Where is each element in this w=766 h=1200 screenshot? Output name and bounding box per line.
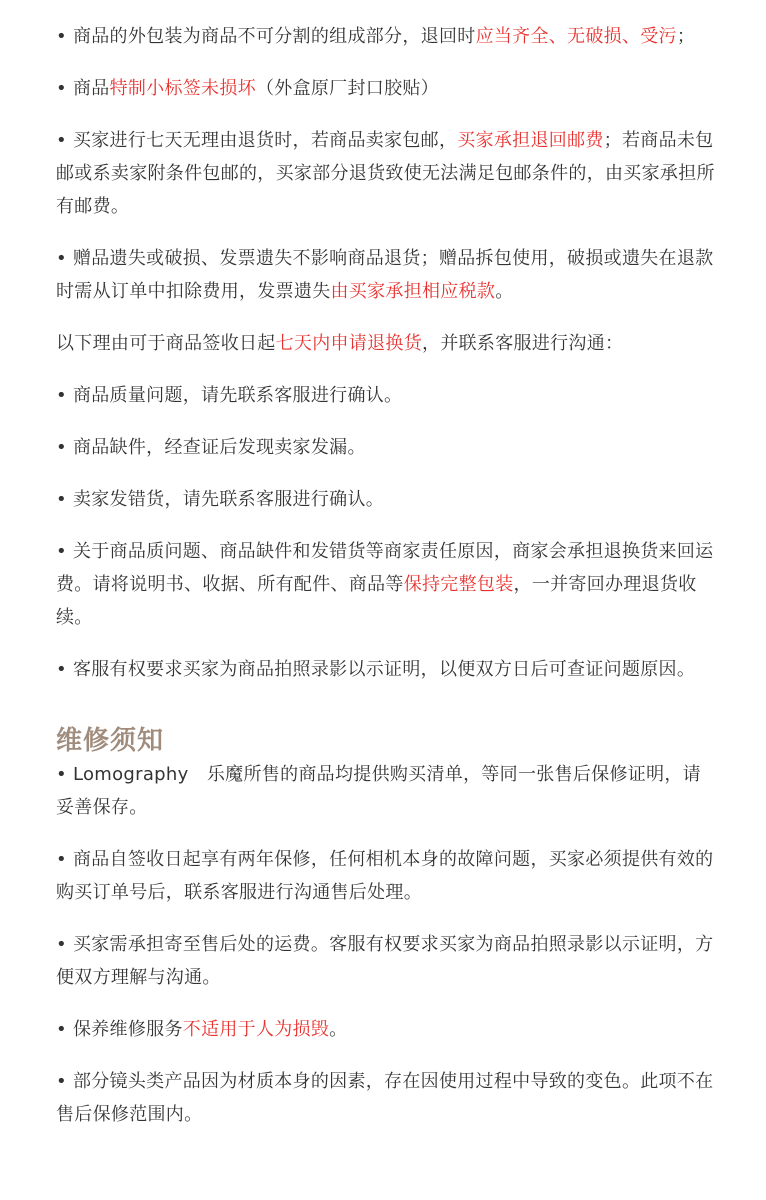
bullet: •	[56, 248, 67, 269]
repair-item-receipt	[56, 758, 716, 824]
text: 保养维修服务	[72, 1019, 183, 1040]
text: 赠品遗失或破损、发票遗失不影响商品退货；赠品拆包使用，破损或遗失在退款时需从订单中扣除费用，发票遗失	[56, 248, 714, 302]
text: 客服有权要求买家为商品拍照录影以示证明，以便双方日后可查证问题原因。	[72, 659, 696, 680]
text: 关于商品质问题、商品缺件和发错货等商家责任原因，商家会承担退换货来回运费。请将说明书、收据、所有配件、商品等	[56, 541, 714, 595]
text: ，一并寄回办理退货收续。	[56, 574, 697, 628]
exchange-item-evidence	[56, 653, 716, 686]
repair-item-damage	[56, 1013, 716, 1046]
text: 卖家发错货，请先联系客服进行确认。	[72, 489, 385, 510]
bullet: •	[56, 764, 67, 785]
highlight-text: 由买家承担相应税款	[330, 281, 496, 302]
bullet: •	[56, 1019, 67, 1040]
exchange-item-wrong	[56, 483, 716, 516]
bullet: •	[56, 1071, 67, 1092]
repair-item-freight	[56, 928, 716, 994]
text: （外盒原厂封口胶贴）	[255, 78, 439, 99]
text: 。	[495, 281, 514, 302]
text: 商品	[72, 78, 110, 99]
bullet: •	[56, 659, 67, 680]
exchange-item-quality	[56, 379, 716, 412]
text: 部分镜头类产品因为材质本身的因素，存在因使用过程中导致的变色。此项不在售后保修范围内。	[56, 1071, 714, 1125]
text: Lomography 乐魔所售的商品均提供购买清单，等同一张售后保修证明，请妥善保存。	[56, 764, 701, 818]
bullet: •	[56, 437, 67, 458]
repair-item-warranty	[56, 843, 716, 909]
text: 商品自签收日起享有两年保修，任何相机本身的故障问题，买家必须提供有效的购买订单号后，联系客服进行沟通售后处理。	[56, 849, 714, 903]
text: 商品的外包装为商品不可分割的组成部分，退回时	[72, 26, 476, 47]
bullet: •	[56, 849, 67, 870]
text: 商品质量问题，请先联系客服进行确认。	[72, 385, 403, 406]
policy-content	[56, 20, 716, 1150]
text: ，并联系客服进行沟通：	[422, 333, 624, 354]
text: 商品缺件，经查证后发现卖家发漏。	[72, 437, 366, 458]
text: ；若商品未包邮或系卖家附条件包邮的，买家部分退货致使无法满足包邮条件的，由买家承担所有邮费。	[56, 130, 715, 217]
highlight-text: 买家承担退回邮费	[457, 130, 604, 151]
highlight-text: 应当齐全、无破损、受污	[475, 26, 677, 47]
return-item-packaging	[56, 20, 716, 53]
bullet: •	[56, 489, 67, 510]
bullet: •	[56, 78, 67, 99]
text: 买家需承担寄至售后处的运费。客服有权要求买家为商品拍照录影以示证明，方便双方理解与沟通。	[56, 934, 714, 988]
exchange-item-missing	[56, 431, 716, 464]
text: 以下理由可于商品签收日起	[56, 333, 276, 354]
return-item-label	[56, 72, 716, 105]
bullet: •	[56, 541, 67, 562]
highlight-text: 特制小标签未损坏	[109, 78, 256, 99]
bullet: •	[56, 26, 67, 47]
return-item-shipping	[56, 124, 716, 223]
bullet: •	[56, 934, 67, 955]
return-item-gifts	[56, 242, 716, 308]
text: 买家进行七天无理由退货时，若商品卖家包邮，	[72, 130, 458, 151]
text: 。	[329, 1019, 348, 1040]
exchange-item-freight	[56, 535, 716, 634]
bullet: •	[56, 385, 67, 406]
repair-item-discoloration	[56, 1065, 716, 1131]
exchange-intro	[56, 327, 716, 360]
bullet: •	[56, 130, 67, 151]
text: ；	[676, 26, 696, 47]
highlight-text: 保持完整包装	[403, 574, 514, 595]
repair-section-title: 维修须知	[56, 726, 165, 756]
highlight-text: 七天内申请退换货	[275, 333, 423, 354]
highlight-text: 不适用于人为损毁	[182, 1019, 330, 1040]
